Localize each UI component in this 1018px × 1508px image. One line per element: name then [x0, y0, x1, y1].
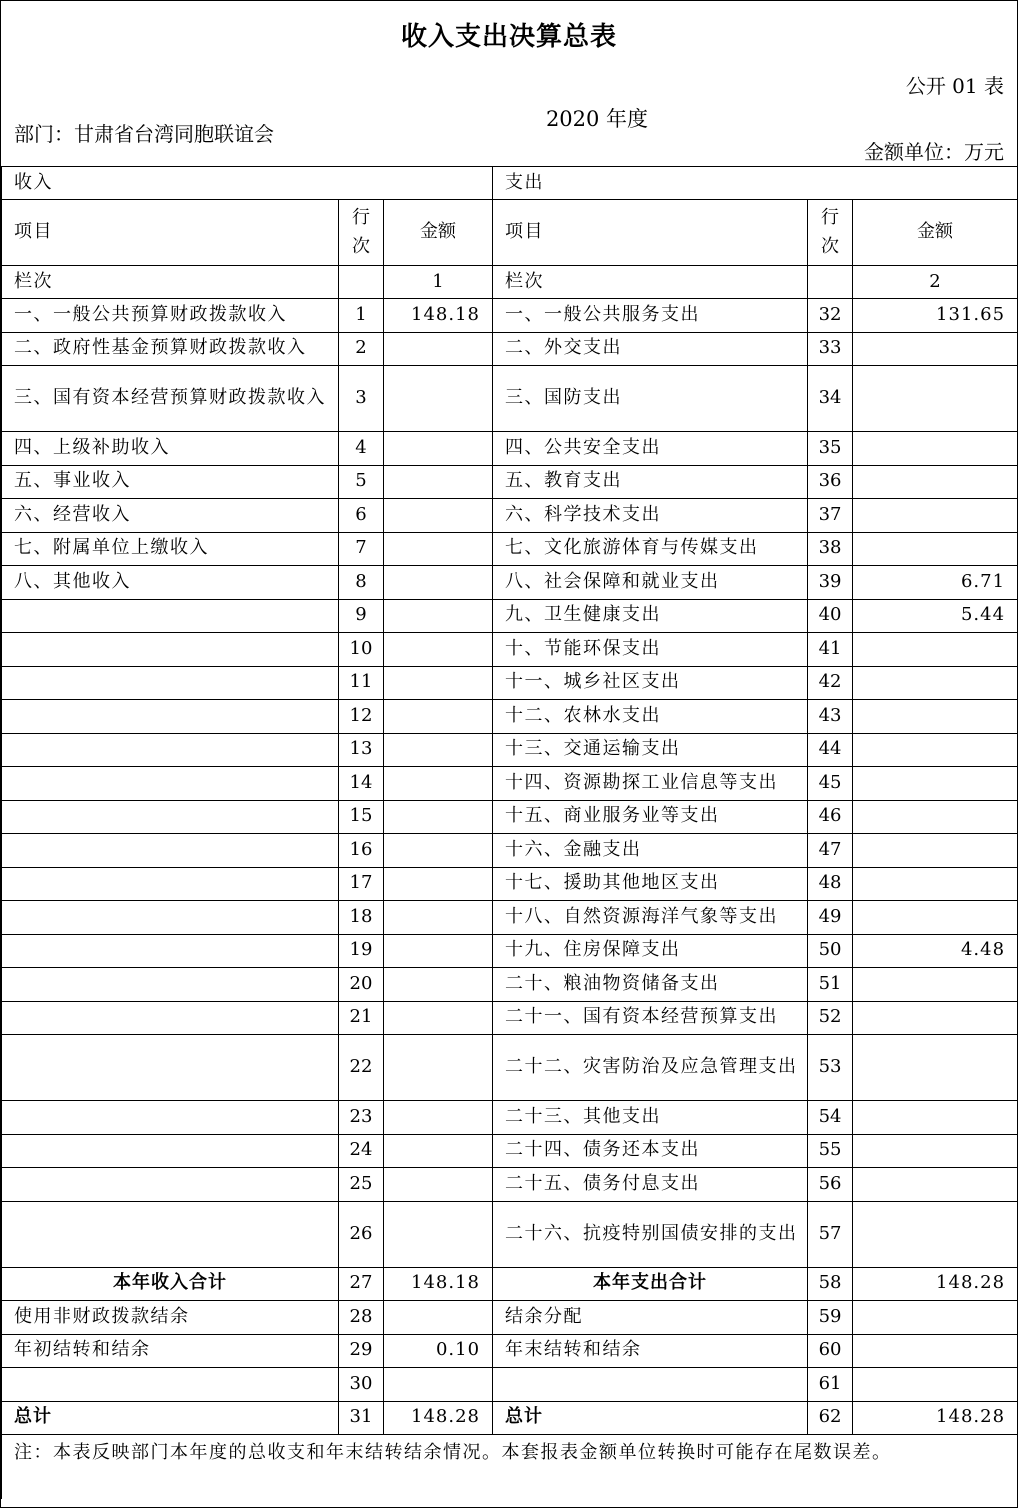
expense-item: 二十一、国有资本经营预算支出 — [493, 1001, 808, 1035]
expense-item: 二十、粮油物资储备支出 — [493, 968, 808, 1002]
expense-amount — [853, 767, 1018, 801]
income-row-no: 1 — [339, 299, 384, 333]
expense-amount — [853, 733, 1018, 767]
income-amount — [384, 1101, 493, 1135]
income-item: 七、附属单位上缴收入 — [2, 532, 339, 566]
income-amount — [384, 465, 493, 499]
income-item: 年初结转和结余 — [2, 1334, 339, 1368]
income-item — [2, 700, 339, 734]
table-row — [2, 299, 1018, 333]
table-row — [2, 1134, 1018, 1168]
expense-amount — [853, 666, 1018, 700]
income-row-no: 26 — [339, 1201, 384, 1267]
income-amount — [384, 532, 493, 566]
expense-amount — [853, 465, 1018, 499]
income-amount — [384, 1168, 493, 1202]
table-row — [2, 1368, 1018, 1402]
income-row-no: 3 — [339, 366, 384, 432]
income-row-no-header: 行 次 — [339, 200, 384, 266]
table-row — [2, 867, 1018, 901]
expense-row-no: 35 — [808, 432, 853, 466]
income-row-no: 12 — [339, 700, 384, 734]
income-amount: 0.10 — [384, 1334, 493, 1368]
income-amount — [384, 633, 493, 667]
expense-amount — [853, 700, 1018, 734]
income-item: 四、上级补助收入 — [2, 432, 339, 466]
income-row-no: 4 — [339, 432, 384, 466]
income-amount — [384, 800, 493, 834]
table-row — [2, 499, 1018, 533]
income-amount-header: 金额 — [384, 200, 493, 266]
income-item — [2, 666, 339, 700]
income-row-no: 11 — [339, 666, 384, 700]
note-row — [2, 1435, 1018, 1499]
expense-item — [493, 1368, 808, 1402]
expense-item: 十六、金融支出 — [493, 834, 808, 868]
income-amount — [384, 366, 493, 432]
income-row-no: 10 — [339, 633, 384, 667]
expense-column-label: 栏次 — [493, 266, 808, 299]
expense-row-no: 39 — [808, 566, 853, 600]
table-row — [2, 733, 1018, 767]
expense-amount: 148.28 — [853, 1267, 1018, 1301]
expense-row-no: 38 — [808, 532, 853, 566]
expense-section-label: 支出 — [493, 167, 1018, 200]
income-item: 六、经营收入 — [2, 499, 339, 533]
expense-item: 二十六、抗疫特别国债安排的支出 — [493, 1201, 808, 1267]
income-amount — [384, 666, 493, 700]
income-column-index: 1 — [384, 266, 493, 299]
income-item: 总计 — [2, 1401, 339, 1435]
expense-item: 二十二、灾害防治及应急管理支出 — [493, 1035, 808, 1101]
expense-amount — [853, 1035, 1018, 1101]
income-row-no: 18 — [339, 901, 384, 935]
expense-amount — [853, 867, 1018, 901]
income-item: 五、事业收入 — [2, 465, 339, 499]
income-amount — [384, 1201, 493, 1267]
expense-row-no: 51 — [808, 968, 853, 1002]
expense-item: 十七、援助其他地区支出 — [493, 867, 808, 901]
table-row — [2, 1267, 1018, 1301]
table-row — [2, 901, 1018, 935]
table-row — [2, 332, 1018, 366]
footnote: 注：本表反映部门本年度的总收支和年末结转结余情况。本套报表金额单位转换时可能存在尾数误差。 — [2, 1435, 1018, 1499]
expense-item: 七、文化旅游体育与传媒支出 — [493, 532, 808, 566]
expense-row-no: 43 — [808, 700, 853, 734]
expense-row-no: 54 — [808, 1101, 853, 1135]
expense-item: 二十四、债务还本支出 — [493, 1134, 808, 1168]
income-item — [2, 968, 339, 1002]
report-year: 2020 年度 — [545, 107, 649, 131]
expense-item: 五、教育支出 — [493, 465, 808, 499]
income-row-no: 23 — [339, 1101, 384, 1135]
expense-item: 十、节能环保支出 — [493, 633, 808, 667]
expense-amount: 148.28 — [853, 1401, 1018, 1435]
table-row — [2, 566, 1018, 600]
income-row-no: 2 — [339, 332, 384, 366]
expense-row-no: 55 — [808, 1134, 853, 1168]
income-amount — [384, 700, 493, 734]
income-amount — [384, 432, 493, 466]
income-amount — [384, 767, 493, 801]
income-amount — [384, 1035, 493, 1101]
expense-amount — [853, 432, 1018, 466]
income-section-label: 收入 — [2, 167, 493, 200]
expense-item: 总计 — [493, 1401, 808, 1435]
expense-item: 结余分配 — [493, 1301, 808, 1335]
expense-item: 十二、农林水支出 — [493, 700, 808, 734]
expense-item: 九、卫生健康支出 — [493, 599, 808, 633]
expense-amount — [853, 1168, 1018, 1202]
income-item — [2, 867, 339, 901]
income-item: 三、国有资本经营预算财政拨款收入 — [2, 366, 339, 432]
expense-row-no: 44 — [808, 733, 853, 767]
expense-row-no: 34 — [808, 366, 853, 432]
table-row — [2, 968, 1018, 1002]
expense-item: 二、外交支出 — [493, 332, 808, 366]
income-row-no: 13 — [339, 733, 384, 767]
income-item — [2, 1001, 339, 1035]
expense-row-no: 32 — [808, 299, 853, 333]
expense-row-no: 36 — [808, 465, 853, 499]
expense-row-no: 45 — [808, 767, 853, 801]
expense-item: 十三、交通运输支出 — [493, 733, 808, 767]
expense-amount — [853, 800, 1018, 834]
income-item — [2, 800, 339, 834]
expense-row-no: 61 — [808, 1368, 853, 1402]
income-amount — [384, 566, 493, 600]
income-item — [2, 633, 339, 667]
expense-amount — [853, 1334, 1018, 1368]
expense-amount — [853, 968, 1018, 1002]
income-amount — [384, 1134, 493, 1168]
expense-amount: 5.44 — [853, 599, 1018, 633]
expense-row-no: 57 — [808, 1201, 853, 1267]
expense-row-no: 48 — [808, 867, 853, 901]
column-index-row — [2, 266, 1018, 299]
table-row — [2, 1401, 1018, 1435]
income-row-no: 28 — [339, 1301, 384, 1335]
income-row-no: 27 — [339, 1267, 384, 1301]
expense-amount — [853, 1101, 1018, 1135]
income-item — [2, 733, 339, 767]
income-row-no: 9 — [339, 599, 384, 633]
income-amount — [384, 733, 493, 767]
income-row-no: 24 — [339, 1134, 384, 1168]
expense-item: 四、公共安全支出 — [493, 432, 808, 466]
income-row-no: 22 — [339, 1035, 384, 1101]
income-amount — [384, 1301, 493, 1335]
expense-amount — [853, 834, 1018, 868]
expense-row-no: 53 — [808, 1035, 853, 1101]
expense-amount — [853, 332, 1018, 366]
table-row — [2, 800, 1018, 834]
expense-row-no: 37 — [808, 499, 853, 533]
expense-row-no: 33 — [808, 332, 853, 366]
expense-row-no: 47 — [808, 834, 853, 868]
income-amount — [384, 599, 493, 633]
income-item — [2, 1101, 339, 1135]
expense-row-no: 42 — [808, 666, 853, 700]
income-item-header: 项目 — [2, 200, 339, 266]
income-row-no: 17 — [339, 867, 384, 901]
income-row-no: 8 — [339, 566, 384, 600]
expense-amount: 6.71 — [853, 566, 1018, 600]
table-row — [2, 1168, 1018, 1202]
expense-amount-header: 金额 — [853, 200, 1018, 266]
income-row-no: 7 — [339, 532, 384, 566]
expense-amount — [853, 1001, 1018, 1035]
table-row — [2, 465, 1018, 499]
income-item: 一、一般公共预算财政拨款收入 — [2, 299, 339, 333]
expense-item: 本年支出合计 — [493, 1267, 808, 1301]
expense-amount — [853, 633, 1018, 667]
table-row — [2, 366, 1018, 432]
column-header-row — [2, 200, 1018, 266]
expense-item-header: 项目 — [493, 200, 808, 266]
expense-row-no: 50 — [808, 934, 853, 968]
table-row — [2, 666, 1018, 700]
expense-row-no: 58 — [808, 1267, 853, 1301]
income-item: 二、政府性基金预算财政拨款收入 — [2, 332, 339, 366]
expense-column-index: 2 — [853, 266, 1018, 299]
expense-amount — [853, 366, 1018, 432]
income-amount — [384, 934, 493, 968]
table-row — [2, 1035, 1018, 1101]
form-code: 公开 01 表 — [905, 74, 1004, 98]
income-amount — [384, 968, 493, 1002]
income-amount — [384, 1001, 493, 1035]
income-row-no: 6 — [339, 499, 384, 533]
income-row-no: 31 — [339, 1401, 384, 1435]
income-item — [2, 599, 339, 633]
income-item — [2, 901, 339, 935]
table-row — [2, 700, 1018, 734]
income-row-no: 21 — [339, 1001, 384, 1035]
expense-row-no: 60 — [808, 1334, 853, 1368]
table-row — [2, 1001, 1018, 1035]
income-item — [2, 1035, 339, 1101]
expense-row-no: 41 — [808, 633, 853, 667]
table-row — [2, 1301, 1018, 1335]
expense-item: 十八、自然资源海洋气象等支出 — [493, 901, 808, 935]
expense-row-no: 59 — [808, 1301, 853, 1335]
income-column-label: 栏次 — [2, 266, 339, 299]
income-row-no: 5 — [339, 465, 384, 499]
page-title: 收入支出决算总表 — [400, 22, 617, 52]
income-item — [2, 934, 339, 968]
table-row — [2, 1101, 1018, 1135]
expense-item: 年末结转和结余 — [493, 1334, 808, 1368]
income-item — [2, 1201, 339, 1267]
expense-amount — [853, 1368, 1018, 1402]
income-item — [2, 1368, 339, 1402]
expense-item: 一、一般公共服务支出 — [493, 299, 808, 333]
table-row — [2, 599, 1018, 633]
income-item — [2, 1134, 339, 1168]
expense-item: 三、国防支出 — [493, 366, 808, 432]
table-row — [2, 767, 1018, 801]
expense-item: 十一、城乡社区支出 — [493, 666, 808, 700]
expense-row-no-header: 行 次 — [808, 200, 853, 266]
income-row-no: 19 — [339, 934, 384, 968]
income-row-no: 16 — [339, 834, 384, 868]
expense-amount — [853, 532, 1018, 566]
income-amount — [384, 834, 493, 868]
expense-item: 十五、商业服务业等支出 — [493, 800, 808, 834]
expense-amount — [853, 499, 1018, 533]
expense-row-no: 62 — [808, 1401, 853, 1435]
expense-item: 八、社会保障和就业支出 — [493, 566, 808, 600]
table-row — [2, 1201, 1018, 1267]
expense-row-no: 52 — [808, 1001, 853, 1035]
income-item — [2, 834, 339, 868]
table-row — [2, 432, 1018, 466]
table-row — [2, 934, 1018, 968]
expense-amount — [853, 1201, 1018, 1267]
income-item — [2, 767, 339, 801]
income-amount — [384, 901, 493, 935]
income-expense-table — [1, 166, 1018, 1499]
expense-row-no: 40 — [808, 599, 853, 633]
expense-amount: 4.48 — [853, 934, 1018, 968]
income-amount — [384, 332, 493, 366]
expense-item: 十九、住房保障支出 — [493, 934, 808, 968]
expense-row-no: 56 — [808, 1168, 853, 1202]
expense-amount — [853, 1134, 1018, 1168]
income-row-no: 20 — [339, 968, 384, 1002]
income-amount: 148.28 — [384, 1401, 493, 1435]
expense-item: 二十五、债务付息支出 — [493, 1168, 808, 1202]
department-label: 部门：甘肃省台湾同胞联谊会 — [14, 122, 274, 146]
income-row-no: 25 — [339, 1168, 384, 1202]
expense-amount — [853, 901, 1018, 935]
income-row-no: 30 — [339, 1368, 384, 1402]
expense-item: 六、科学技术支出 — [493, 499, 808, 533]
income-row-no: 14 — [339, 767, 384, 801]
income-row-no: 15 — [339, 800, 384, 834]
expense-row-no: 46 — [808, 800, 853, 834]
income-item: 八、其他收入 — [2, 566, 339, 600]
expense-amount: 131.65 — [853, 299, 1018, 333]
expense-item: 十四、资源勘探工业信息等支出 — [493, 767, 808, 801]
amount-unit: 金额单位：万元 — [864, 140, 1004, 164]
income-amount: 148.18 — [384, 1267, 493, 1301]
expense-row-no: 49 — [808, 901, 853, 935]
income-item: 本年收入合计 — [2, 1267, 339, 1301]
income-row-no: 29 — [339, 1334, 384, 1368]
income-column-blank — [339, 266, 384, 299]
section-header-row — [2, 167, 1018, 200]
expense-item: 二十三、其他支出 — [493, 1101, 808, 1135]
income-amount: 148.18 — [384, 299, 493, 333]
income-amount — [384, 1368, 493, 1402]
income-item — [2, 1168, 339, 1202]
table-row — [2, 633, 1018, 667]
income-amount — [384, 867, 493, 901]
income-item: 使用非财政拨款结余 — [2, 1301, 339, 1335]
table-row — [2, 1334, 1018, 1368]
table-row — [2, 532, 1018, 566]
income-amount — [384, 499, 493, 533]
table-row — [2, 834, 1018, 868]
expense-amount — [853, 1301, 1018, 1335]
expense-column-blank — [808, 266, 853, 299]
